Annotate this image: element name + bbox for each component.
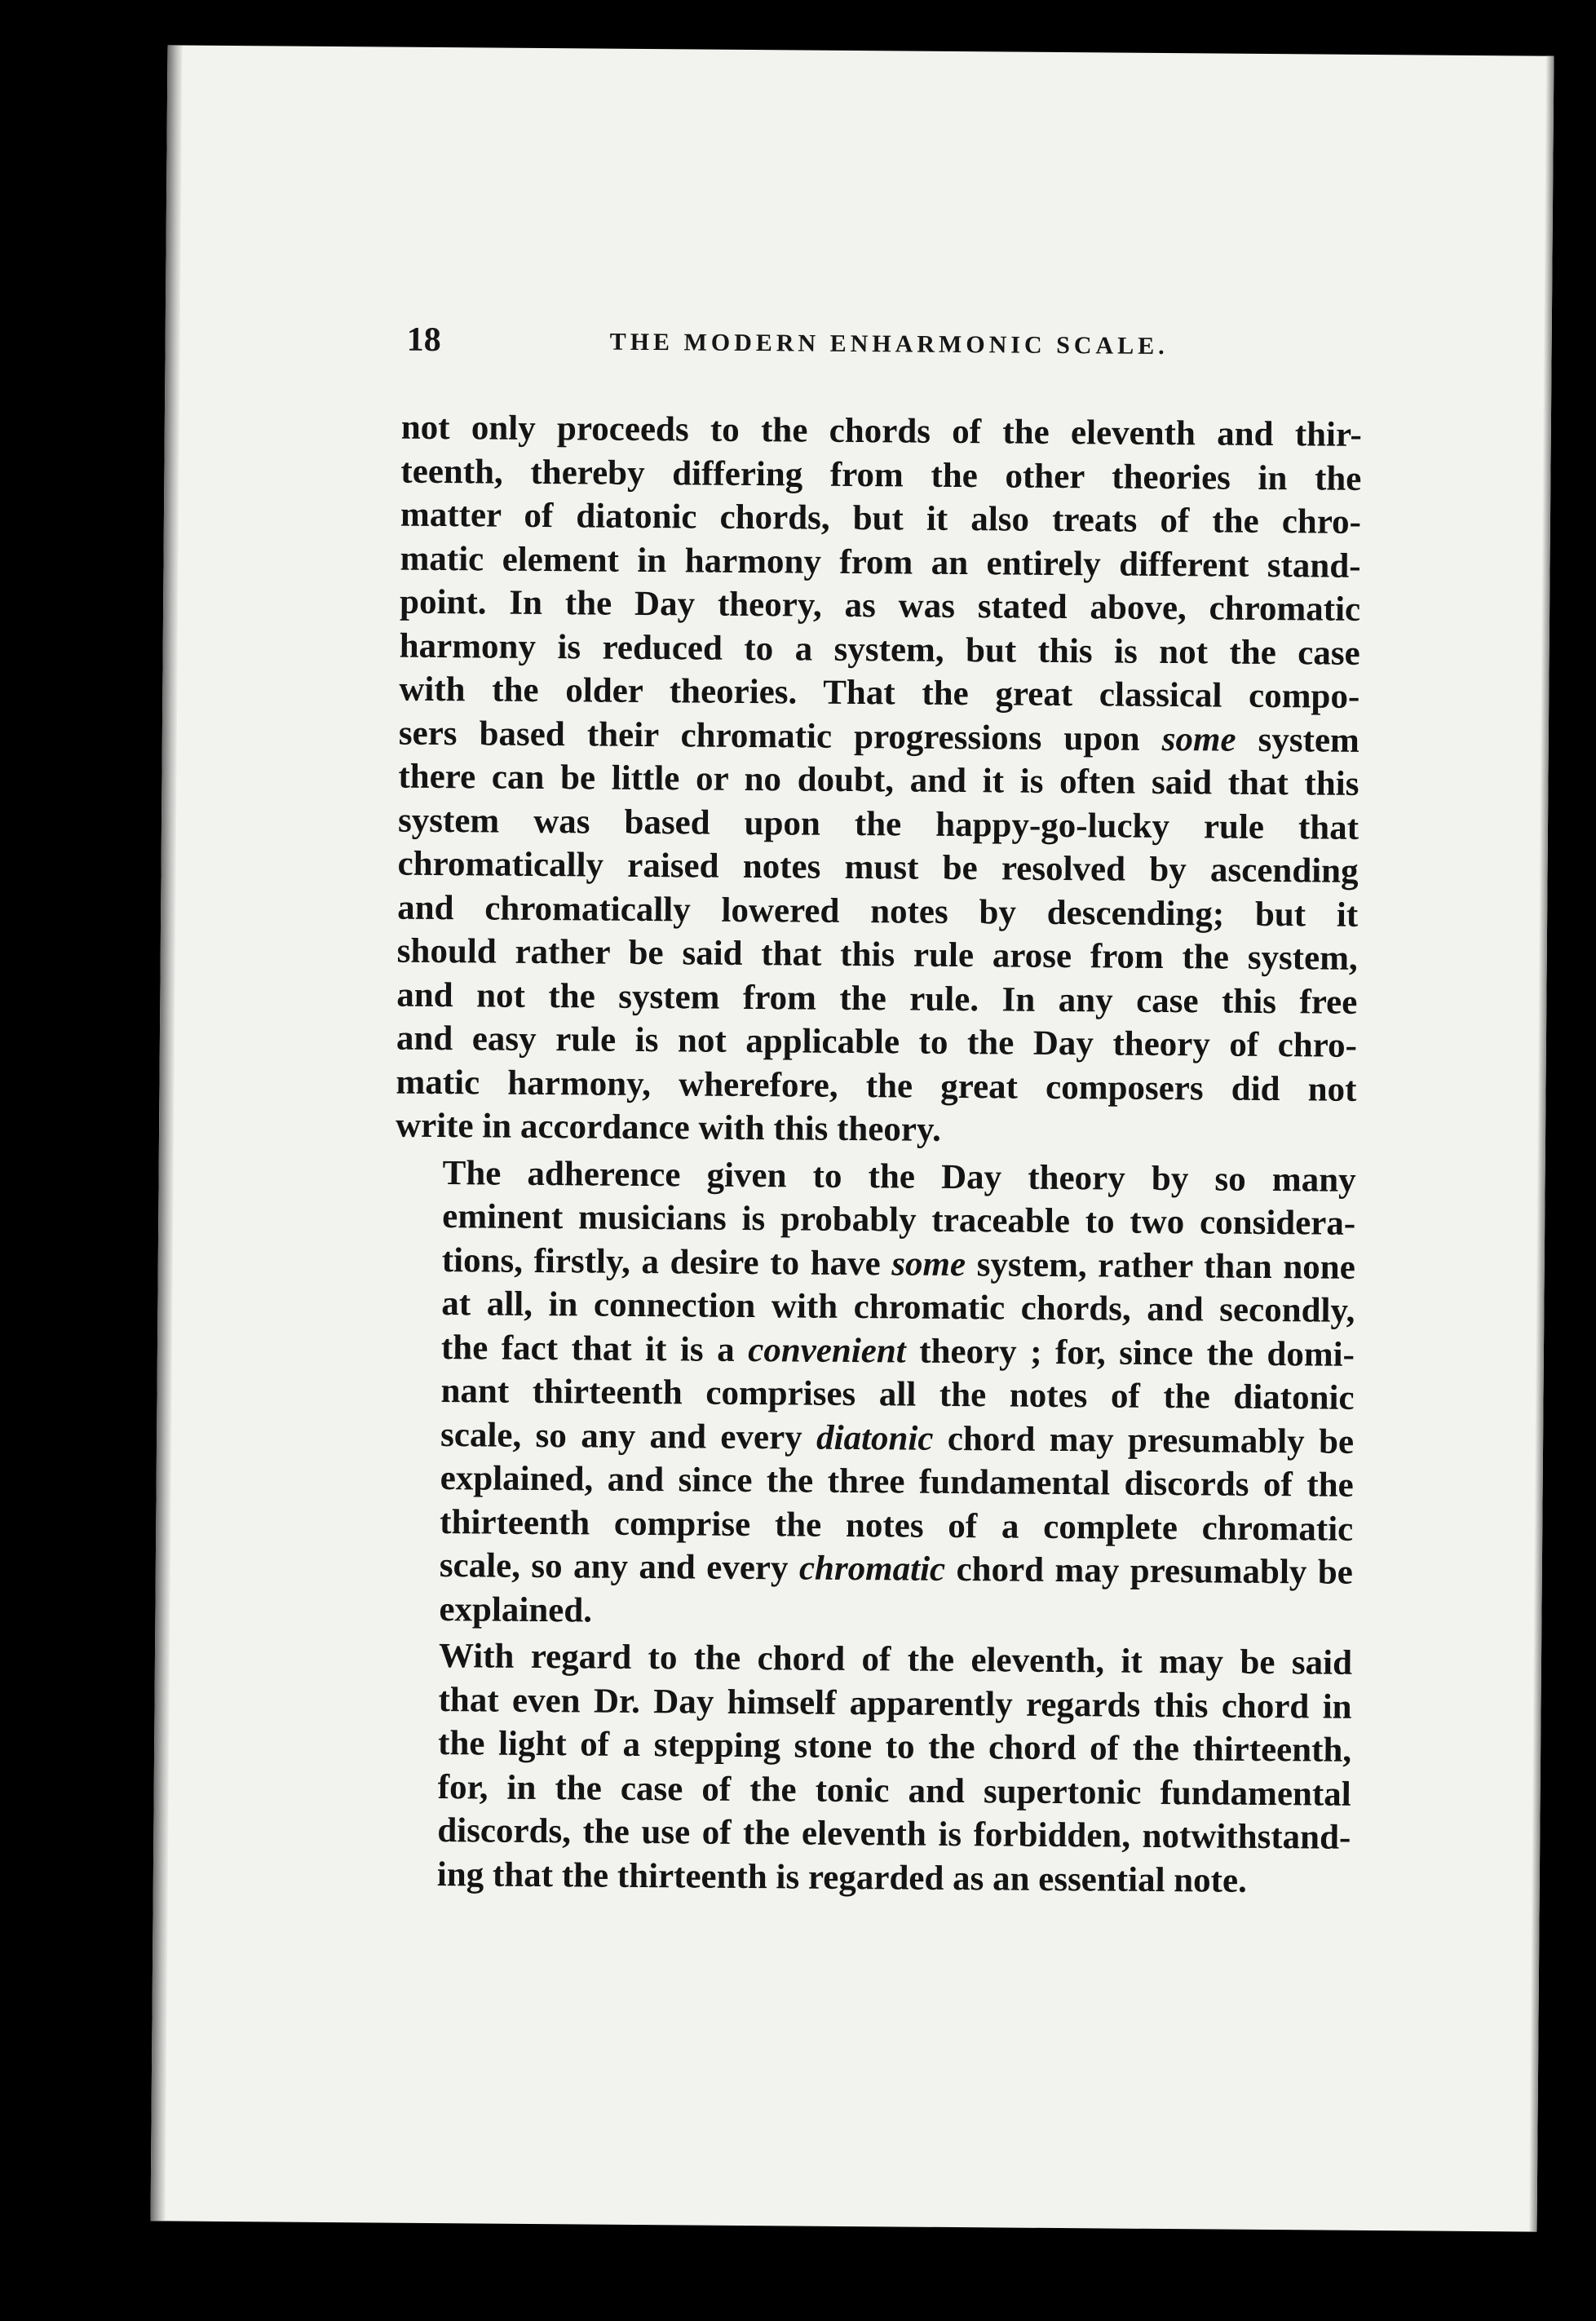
paragraph-1-line: teenth, thereby differing from the other theories in the	[400, 452, 1362, 498]
italic-word: some	[891, 1244, 966, 1284]
body-text	[390, 406, 1362, 1903]
paragraph-1	[396, 406, 1362, 1156]
paragraph-1-line: matter of diatonic chords, but it also treats of the chro-	[400, 495, 1362, 542]
page-gutter-shadow	[151, 45, 183, 2221]
paragraph-2-line	[395, 1238, 1355, 1289]
italic-word: convenient	[748, 1330, 906, 1371]
paragraph-2-line: nant thirteenth comprises all the notes of the diatonic	[440, 1372, 1355, 1417]
line-segment: system	[1236, 720, 1360, 760]
running-head: THE MODERN ENHARMONIC SCALE.	[609, 328, 1169, 360]
paragraph-1-line: system was based upon the happy-go-lucky rule that	[397, 801, 1359, 847]
paragraph-2-line	[394, 1325, 1355, 1377]
paragraph-1-line: and easy rule is not applicable to the Day theory of chro-	[396, 1019, 1358, 1065]
line-segment: scale, so any and every	[439, 1546, 800, 1588]
paragraph-2-line	[392, 1544, 1353, 1595]
paragraph-2-line: thirteenth comprise the notes of a complete chromatic	[440, 1502, 1354, 1549]
line-segment: chord may presumably be	[944, 1550, 1354, 1592]
paragraph-1-line: harmony is reduced to a system, but this is not the case	[399, 626, 1360, 673]
paragraph-2-line: explained, and since the three fundamental discords of the	[440, 1459, 1354, 1505]
paragraph-3	[390, 1634, 1352, 1903]
paragraph-2-line: explained.	[439, 1589, 593, 1630]
paragraph-1-line: chromatically raised notes must be resolved by ascending	[397, 844, 1359, 891]
paragraph-1-line: matic element in harmony from an entirely different stand-	[400, 539, 1361, 586]
book-page	[151, 45, 1554, 2231]
line-segment: the fact that it is a	[440, 1328, 749, 1369]
paragraph-3-line: that even Dr. Day himself apparently regards this chord in	[438, 1680, 1352, 1726]
paragraph-3-line: for, in the case of the tonic and supertonic fundamental	[437, 1767, 1351, 1814]
paragraph-1-line: and chromatically lowered notes by descending; but it	[397, 888, 1359, 935]
paragraph-1-line: should rather be said that this rule arose from the system,	[396, 931, 1358, 978]
line-segment: system, rather than none	[965, 1244, 1355, 1287]
paragraph-2-line: The adherence given to the Day theory by so many	[442, 1153, 1356, 1200]
italic-word: chromatic	[798, 1549, 946, 1589]
paragraph-2-line: at all, in connection with chromatic chords, and secondly,	[441, 1284, 1355, 1330]
line-segment: chord may presumably be	[933, 1419, 1355, 1461]
paragraph-2-line	[393, 1412, 1354, 1464]
line-segment: scale, so any and every	[440, 1415, 817, 1457]
paragraph-2	[391, 1151, 1356, 1638]
line-segment: sers based their chromatic progressions upon	[398, 714, 1162, 758]
paragraph-1-line: matic harmony, wherefore, the great composers did not	[396, 1063, 1357, 1109]
italic-word: diatonic	[816, 1418, 934, 1458]
paragraph-1-line: write in accordance with this theory.	[395, 1106, 942, 1149]
paragraph-3-line: With regard to the chord of the eleventh, it may be said	[438, 1637, 1353, 1682]
page-number: 18	[406, 321, 441, 360]
paragraph-1-line: not only proceeds to the chords of the eleventh and thir-	[400, 408, 1362, 454]
paragraph-3-line: the light of a stepping stone to the chord of the thirteenth,	[437, 1724, 1352, 1770]
paragraph-1-line: point. In the Day theory, as was stated above, chromatic	[399, 582, 1361, 629]
line-segment: theory ; for, since the domi-	[905, 1332, 1355, 1374]
paragraph-1-line: and not the system from the rule. In any case this free	[396, 975, 1358, 1022]
paragraph-1-line: with the older theories. That the great classical compo-	[399, 670, 1360, 716]
paragraph-3-line: ing that the thirteenth is regarded as an essential note.	[436, 1855, 1248, 1900]
line-segment: tions, firstly, a desire to have	[441, 1240, 892, 1283]
italic-word: some	[1161, 719, 1236, 759]
page-right-edge	[1528, 56, 1554, 2232]
paragraph-3-line: discords, the use of the eleventh is forbidden, notwithstand-	[437, 1811, 1351, 1857]
paragraph-1-line	[399, 711, 1359, 763]
paragraph-2-line: eminent musicians is probably traceable to two considera-	[442, 1197, 1356, 1243]
paragraph-1-line: there can be little or no doubt, and it is often said that this	[398, 757, 1359, 803]
